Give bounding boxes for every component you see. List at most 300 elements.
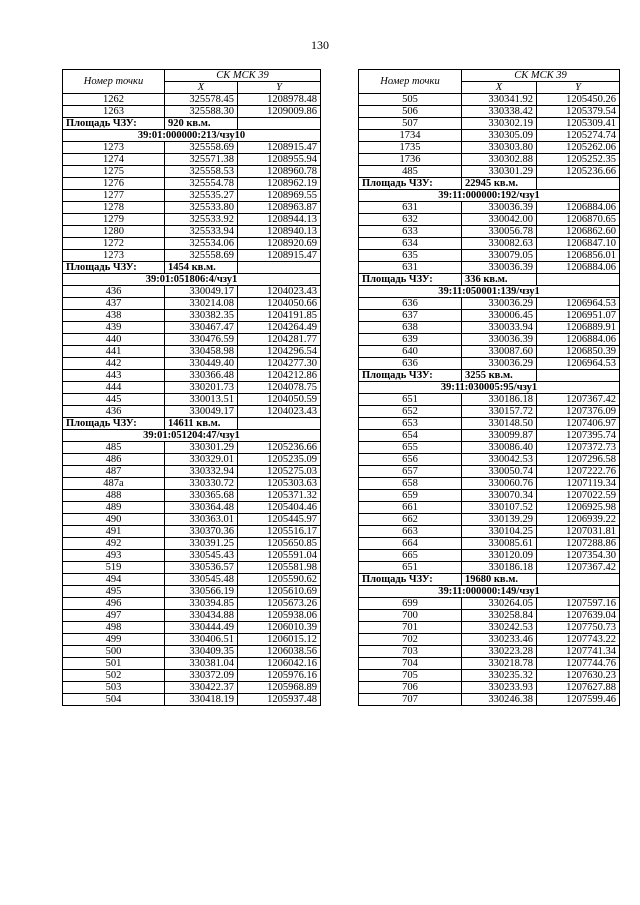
point-number-cell: 1280 <box>63 226 165 238</box>
x-coordinate-cell: 330467.47 <box>165 322 238 334</box>
y-coordinate-cell: 1205590.62 <box>238 574 321 586</box>
y-coordinate-cell: 1205262.06 <box>537 142 620 154</box>
y-coordinate-cell: 1205937.48 <box>238 694 321 706</box>
table-row <box>63 190 321 202</box>
point-number-cell: 486 <box>63 454 165 466</box>
y-coordinate-cell: 1208944.13 <box>238 214 321 226</box>
x-coordinate-cell: 330434.88 <box>165 610 238 622</box>
x-coordinate-cell: 325571.38 <box>165 154 238 166</box>
table-row <box>63 622 321 634</box>
point-number-cell: 493 <box>63 550 165 562</box>
point-number-cell: 443 <box>63 370 165 382</box>
x-coordinate-cell: 330301.29 <box>165 442 238 454</box>
y-coordinate-cell: 1207354.30 <box>537 550 620 562</box>
area-label: Площадь ЧЗУ: <box>359 178 462 190</box>
x-coordinate-cell: 330104.25 <box>462 526 537 538</box>
y-coordinate-cell: 1205303.63 <box>238 478 321 490</box>
y-coordinate-cell: 1206925.98 <box>537 502 620 514</box>
x-coordinate-cell: 330458.98 <box>165 346 238 358</box>
point-number-cell: 633 <box>359 226 462 238</box>
area-label: Площадь ЧЗУ: <box>63 262 165 274</box>
point-number-cell: 654 <box>359 430 462 442</box>
table-row <box>63 142 321 154</box>
y-coordinate-cell: 1205938.06 <box>238 610 321 622</box>
table-row <box>359 670 620 682</box>
table-row <box>359 514 620 526</box>
table-row <box>359 454 620 466</box>
y-coordinate-cell: 1207296.58 <box>537 454 620 466</box>
x-coordinate-cell: 330099.87 <box>462 430 537 442</box>
point-number-cell: 1278 <box>63 202 165 214</box>
table-row <box>359 466 620 478</box>
x-coordinate-cell: 330338.42 <box>462 106 537 118</box>
point-number-cell: 502 <box>63 670 165 682</box>
x-coordinate-cell: 330214.08 <box>165 298 238 310</box>
y-coordinate-cell: 1205371.32 <box>238 490 321 502</box>
area-value: 14611 кв.м. <box>165 418 238 430</box>
y-coordinate-cell: 1205274.74 <box>537 130 620 142</box>
y-coordinate-cell: 1204296.54 <box>238 346 321 358</box>
x-coordinate-cell: 330365.68 <box>165 490 238 502</box>
table-row <box>359 502 620 514</box>
table-row <box>359 202 620 214</box>
point-number-cell: 1273 <box>63 142 165 154</box>
table-row <box>63 358 321 370</box>
point-number-cell: 494 <box>63 574 165 586</box>
point-number-cell: 632 <box>359 214 462 226</box>
x-coordinate-cell: 330036.29 <box>462 358 537 370</box>
y-coordinate-cell: 1207743.22 <box>537 634 620 646</box>
point-number-cell: 639 <box>359 334 462 346</box>
x-coordinate-cell: 330382.35 <box>165 310 238 322</box>
table-row <box>63 550 321 562</box>
y-coordinate-cell: 1205275.03 <box>238 466 321 478</box>
coordinates-table-right <box>358 69 620 706</box>
point-number-cell: 702 <box>359 634 462 646</box>
area-row <box>63 118 321 130</box>
y-coordinate-cell: 1206847.10 <box>537 238 620 250</box>
y-coordinate-cell: 1204023.43 <box>238 286 321 298</box>
point-number-cell: 499 <box>63 634 165 646</box>
parcel-cadastral-number: 39:01:000000:213/чзу10 <box>63 130 321 142</box>
point-number-cell: 1272 <box>63 238 165 250</box>
x-coordinate-cell: 330366.48 <box>165 370 238 382</box>
point-number-cell: 441 <box>63 346 165 358</box>
point-number-cell: 661 <box>359 502 462 514</box>
header-x: X <box>165 82 238 94</box>
point-number-cell: 492 <box>63 538 165 550</box>
table-row <box>359 442 620 454</box>
x-coordinate-cell: 330364.48 <box>165 502 238 514</box>
x-coordinate-cell: 330258.84 <box>462 610 537 622</box>
y-coordinate-cell: 1205445.97 <box>238 514 321 526</box>
x-coordinate-cell: 330246.38 <box>462 694 537 706</box>
point-number-cell: 1275 <box>63 166 165 178</box>
y-coordinate-cell: 1206862.60 <box>537 226 620 238</box>
point-number-cell: 1262 <box>63 94 165 106</box>
y-coordinate-cell: 1208920.69 <box>238 238 321 250</box>
area-value: 1454 кв.м. <box>165 262 238 274</box>
x-coordinate-cell: 330233.93 <box>462 682 537 694</box>
y-coordinate-cell: 1205309.41 <box>537 118 620 130</box>
table-row <box>359 130 620 142</box>
point-number-cell: 519 <box>63 562 165 574</box>
x-coordinate-cell: 330301.29 <box>462 166 537 178</box>
x-coordinate-cell: 330302.19 <box>462 118 537 130</box>
area-value: 3255 кв.м. <box>462 370 537 382</box>
x-coordinate-cell: 330107.52 <box>462 502 537 514</box>
area-value: 920 кв.м. <box>165 118 238 130</box>
point-number-cell: 436 <box>63 286 165 298</box>
point-number-cell: 444 <box>63 382 165 394</box>
table-row <box>359 526 620 538</box>
table-row <box>359 142 620 154</box>
point-number-cell: 663 <box>359 526 462 538</box>
table-row <box>359 478 620 490</box>
table-row <box>359 154 620 166</box>
x-coordinate-cell: 330394.85 <box>165 598 238 610</box>
point-number-cell: 634 <box>359 238 462 250</box>
x-coordinate-cell: 325558.53 <box>165 166 238 178</box>
y-coordinate-cell: 1207395.74 <box>537 430 620 442</box>
x-coordinate-cell: 330566.19 <box>165 586 238 598</box>
y-coordinate-cell: 1206042.16 <box>238 658 321 670</box>
y-coordinate-cell: 1205450.26 <box>537 94 620 106</box>
table-row <box>359 694 620 706</box>
table-row <box>63 538 321 550</box>
y-coordinate-cell: 1207022.59 <box>537 490 620 502</box>
table-row <box>359 262 620 274</box>
x-coordinate-cell: 330157.72 <box>462 406 537 418</box>
point-number-cell: 653 <box>359 418 462 430</box>
table-row <box>63 658 321 670</box>
point-number-cell: 503 <box>63 682 165 694</box>
point-number-cell: 638 <box>359 322 462 334</box>
table-row <box>63 478 321 490</box>
point-number-cell: 1735 <box>359 142 462 154</box>
point-number-cell: 705 <box>359 670 462 682</box>
point-number-cell: 637 <box>359 310 462 322</box>
x-coordinate-cell: 330036.39 <box>462 262 537 274</box>
y-coordinate-cell: 1207639.04 <box>537 610 620 622</box>
table-row <box>63 406 321 418</box>
y-coordinate-cell: 1208960.78 <box>238 166 321 178</box>
table-row <box>359 550 620 562</box>
table-row <box>63 670 321 682</box>
point-number-cell: 631 <box>359 202 462 214</box>
y-coordinate-cell: 1205976.16 <box>238 670 321 682</box>
y-coordinate-cell: 1206038.56 <box>238 646 321 658</box>
header-y: Y <box>238 82 321 94</box>
table-row <box>359 118 620 130</box>
point-number-cell: 700 <box>359 610 462 622</box>
y-coordinate-cell: 1204050.66 <box>238 298 321 310</box>
point-number-cell: 656 <box>359 454 462 466</box>
table-row <box>63 490 321 502</box>
point-number-cell: 496 <box>63 598 165 610</box>
section-header-row <box>359 382 620 394</box>
point-number-cell: 495 <box>63 586 165 598</box>
section-header-row <box>359 190 620 202</box>
table-row <box>63 574 321 586</box>
table-row <box>359 598 620 610</box>
table-row <box>63 682 321 694</box>
empty-cell <box>537 274 620 286</box>
y-coordinate-cell: 1206850.39 <box>537 346 620 358</box>
table-row <box>359 658 620 670</box>
x-coordinate-cell: 330444.49 <box>165 622 238 634</box>
table-row <box>359 538 620 550</box>
point-number-cell: 445 <box>63 394 165 406</box>
x-coordinate-cell: 330223.28 <box>462 646 537 658</box>
point-number-cell: 438 <box>63 310 165 322</box>
header-x: X <box>462 82 537 94</box>
parcel-cadastral-number: 39:11:000000:149/чзу1 <box>359 586 620 598</box>
x-coordinate-cell: 330545.43 <box>165 550 238 562</box>
x-coordinate-cell: 325588.30 <box>165 106 238 118</box>
point-number-cell: 442 <box>63 358 165 370</box>
y-coordinate-cell: 1206010.39 <box>238 622 321 634</box>
y-coordinate-cell: 1207119.34 <box>537 478 620 490</box>
table-row <box>63 502 321 514</box>
x-coordinate-cell: 330079.05 <box>462 250 537 262</box>
point-number-cell: 490 <box>63 514 165 526</box>
table-row <box>359 682 620 694</box>
area-label: Площадь ЧЗУ: <box>63 118 165 130</box>
point-number-cell: 704 <box>359 658 462 670</box>
y-coordinate-cell: 1205379.54 <box>537 106 620 118</box>
table-row <box>63 394 321 406</box>
point-number-cell: 1273 <box>63 250 165 262</box>
x-coordinate-cell: 330341.92 <box>462 94 537 106</box>
area-row <box>63 418 321 430</box>
y-coordinate-cell: 1205581.98 <box>238 562 321 574</box>
y-coordinate-cell: 1204050.59 <box>238 394 321 406</box>
x-coordinate-cell: 330218.78 <box>462 658 537 670</box>
y-coordinate-cell: 1207288.86 <box>537 538 620 550</box>
table-row <box>359 394 620 406</box>
header-point-number: Номер точки <box>359 70 462 94</box>
point-number-cell: 706 <box>359 682 462 694</box>
x-coordinate-cell: 330042.00 <box>462 214 537 226</box>
empty-cell <box>537 370 620 382</box>
table-row <box>359 334 620 346</box>
x-coordinate-cell: 330013.51 <box>165 394 238 406</box>
x-coordinate-cell: 330363.01 <box>165 514 238 526</box>
y-coordinate-cell: 1207630.23 <box>537 670 620 682</box>
table-row <box>63 298 321 310</box>
table-row <box>63 598 321 610</box>
x-coordinate-cell: 330070.34 <box>462 490 537 502</box>
y-coordinate-cell: 1208955.94 <box>238 154 321 166</box>
x-coordinate-cell: 330264.05 <box>462 598 537 610</box>
table-row <box>63 610 321 622</box>
area-label: Площадь ЧЗУ: <box>359 274 462 286</box>
point-number-cell: 665 <box>359 550 462 562</box>
y-coordinate-cell: 1204277.30 <box>238 358 321 370</box>
point-number-cell: 707 <box>359 694 462 706</box>
x-coordinate-cell: 330545.48 <box>165 574 238 586</box>
point-number-cell: 488 <box>63 490 165 502</box>
point-number-cell: 635 <box>359 250 462 262</box>
page-number: 130 <box>311 38 329 52</box>
table-row <box>63 694 321 706</box>
x-coordinate-cell: 330201.73 <box>165 382 238 394</box>
point-number-cell: 1276 <box>63 178 165 190</box>
point-number-cell: 436 <box>63 406 165 418</box>
table-row <box>359 634 620 646</box>
table-row <box>63 310 321 322</box>
point-number-cell: 636 <box>359 358 462 370</box>
y-coordinate-cell: 1205252.35 <box>537 154 620 166</box>
section-header-row <box>63 430 321 442</box>
point-number-cell: 1277 <box>63 190 165 202</box>
table-row <box>359 250 620 262</box>
x-coordinate-cell: 325533.92 <box>165 214 238 226</box>
table-row <box>63 526 321 538</box>
x-coordinate-cell: 325533.94 <box>165 226 238 238</box>
table-row <box>63 442 321 454</box>
table-row <box>359 562 620 574</box>
x-coordinate-cell: 325554.78 <box>165 178 238 190</box>
y-coordinate-cell: 1204264.49 <box>238 322 321 334</box>
point-number-cell: 1734 <box>359 130 462 142</box>
parcel-cadastral-number: 39:01:051806:4/чзу1 <box>63 274 321 286</box>
x-coordinate-cell: 330418.19 <box>165 694 238 706</box>
point-number-cell: 487a <box>63 478 165 490</box>
x-coordinate-cell: 330049.17 <box>165 406 238 418</box>
y-coordinate-cell: 1204078.75 <box>238 382 321 394</box>
y-coordinate-cell: 1206884.06 <box>537 262 620 274</box>
y-coordinate-cell: 1207627.88 <box>537 682 620 694</box>
y-coordinate-cell: 1206015.12 <box>238 634 321 646</box>
header-y: Y <box>537 82 620 94</box>
table-row <box>359 418 620 430</box>
x-coordinate-cell: 330036.39 <box>462 202 537 214</box>
x-coordinate-cell: 330036.39 <box>462 334 537 346</box>
parcel-cadastral-number: 39:11:000000:192/чзу1 <box>359 190 620 202</box>
y-coordinate-cell: 1206884.06 <box>537 334 620 346</box>
table-row <box>359 310 620 322</box>
point-number-cell: 699 <box>359 598 462 610</box>
y-coordinate-cell: 1205404.46 <box>238 502 321 514</box>
area-row <box>359 274 620 286</box>
x-coordinate-cell: 330242.53 <box>462 622 537 634</box>
y-coordinate-cell: 1206889.91 <box>537 322 620 334</box>
point-number-cell: 662 <box>359 514 462 526</box>
point-number-cell: 497 <box>63 610 165 622</box>
x-coordinate-cell: 330302.88 <box>462 154 537 166</box>
empty-cell <box>238 262 321 274</box>
point-number-cell: 664 <box>359 538 462 550</box>
coordinates-table-left <box>62 69 321 706</box>
header-coordinate-system: СК МСК 39 <box>165 70 321 82</box>
table-row <box>63 214 321 226</box>
x-coordinate-cell: 325558.69 <box>165 142 238 154</box>
table-row <box>359 346 620 358</box>
x-coordinate-cell: 330148.50 <box>462 418 537 430</box>
table-row <box>63 334 321 346</box>
point-number-cell: 659 <box>359 490 462 502</box>
point-number-cell: 651 <box>359 394 462 406</box>
table-row <box>63 322 321 334</box>
point-number-cell: 701 <box>359 622 462 634</box>
table-row <box>359 226 620 238</box>
y-coordinate-cell: 1205591.04 <box>238 550 321 562</box>
table-row <box>359 646 620 658</box>
table-row <box>63 370 321 382</box>
area-row <box>359 370 620 382</box>
section-header-row <box>63 130 321 142</box>
point-number-cell: 655 <box>359 442 462 454</box>
point-number-cell: 1263 <box>63 106 165 118</box>
y-coordinate-cell: 1204281.77 <box>238 334 321 346</box>
point-number-cell: 652 <box>359 406 462 418</box>
x-coordinate-cell: 330536.57 <box>165 562 238 574</box>
point-number-cell: 439 <box>63 322 165 334</box>
table-row <box>63 202 321 214</box>
y-coordinate-cell: 1205516.17 <box>238 526 321 538</box>
table-row <box>359 406 620 418</box>
x-coordinate-cell: 330449.40 <box>165 358 238 370</box>
y-coordinate-cell: 1209009.86 <box>238 106 321 118</box>
x-coordinate-cell: 330120.09 <box>462 550 537 562</box>
x-coordinate-cell: 330391.25 <box>165 538 238 550</box>
x-coordinate-cell: 330329.01 <box>165 454 238 466</box>
y-coordinate-cell: 1204023.43 <box>238 406 321 418</box>
point-number-cell: 507 <box>359 118 462 130</box>
point-number-cell: 505 <box>359 94 462 106</box>
table-row <box>359 214 620 226</box>
table-row <box>63 586 321 598</box>
point-number-cell: 504 <box>63 694 165 706</box>
y-coordinate-cell: 1207741.34 <box>537 646 620 658</box>
y-coordinate-cell: 1205236.66 <box>537 166 620 178</box>
table-row <box>63 466 321 478</box>
area-label: Площадь ЧЗУ: <box>359 370 462 382</box>
table-row <box>63 634 321 646</box>
x-coordinate-cell: 330406.51 <box>165 634 238 646</box>
x-coordinate-cell: 325535.27 <box>165 190 238 202</box>
table-row <box>63 154 321 166</box>
y-coordinate-cell: 1207744.76 <box>537 658 620 670</box>
empty-cell <box>537 178 620 190</box>
x-coordinate-cell: 330409.35 <box>165 646 238 658</box>
area-value: 19680 кв.м. <box>462 574 537 586</box>
table-row <box>63 514 321 526</box>
y-coordinate-cell: 1206951.07 <box>537 310 620 322</box>
empty-cell <box>537 574 620 586</box>
table-row <box>359 298 620 310</box>
section-header-row <box>359 286 620 298</box>
table-row <box>63 346 321 358</box>
x-coordinate-cell: 325558.69 <box>165 250 238 262</box>
parcel-cadastral-number: 39:11:030005:95/чзу1 <box>359 382 620 394</box>
y-coordinate-cell: 1207597.16 <box>537 598 620 610</box>
area-value: 336 кв.м. <box>462 274 537 286</box>
y-coordinate-cell: 1205968.89 <box>238 682 321 694</box>
x-coordinate-cell: 330082.63 <box>462 238 537 250</box>
y-coordinate-cell: 1206884.06 <box>537 202 620 214</box>
point-number-cell: 1736 <box>359 154 462 166</box>
y-coordinate-cell: 1206870.65 <box>537 214 620 226</box>
table-row <box>359 94 620 106</box>
x-coordinate-cell: 330087.60 <box>462 346 537 358</box>
table-body-right <box>359 94 620 706</box>
y-coordinate-cell: 1208978.48 <box>238 94 321 106</box>
x-coordinate-cell: 330006.45 <box>462 310 537 322</box>
point-number-cell: 487 <box>63 466 165 478</box>
